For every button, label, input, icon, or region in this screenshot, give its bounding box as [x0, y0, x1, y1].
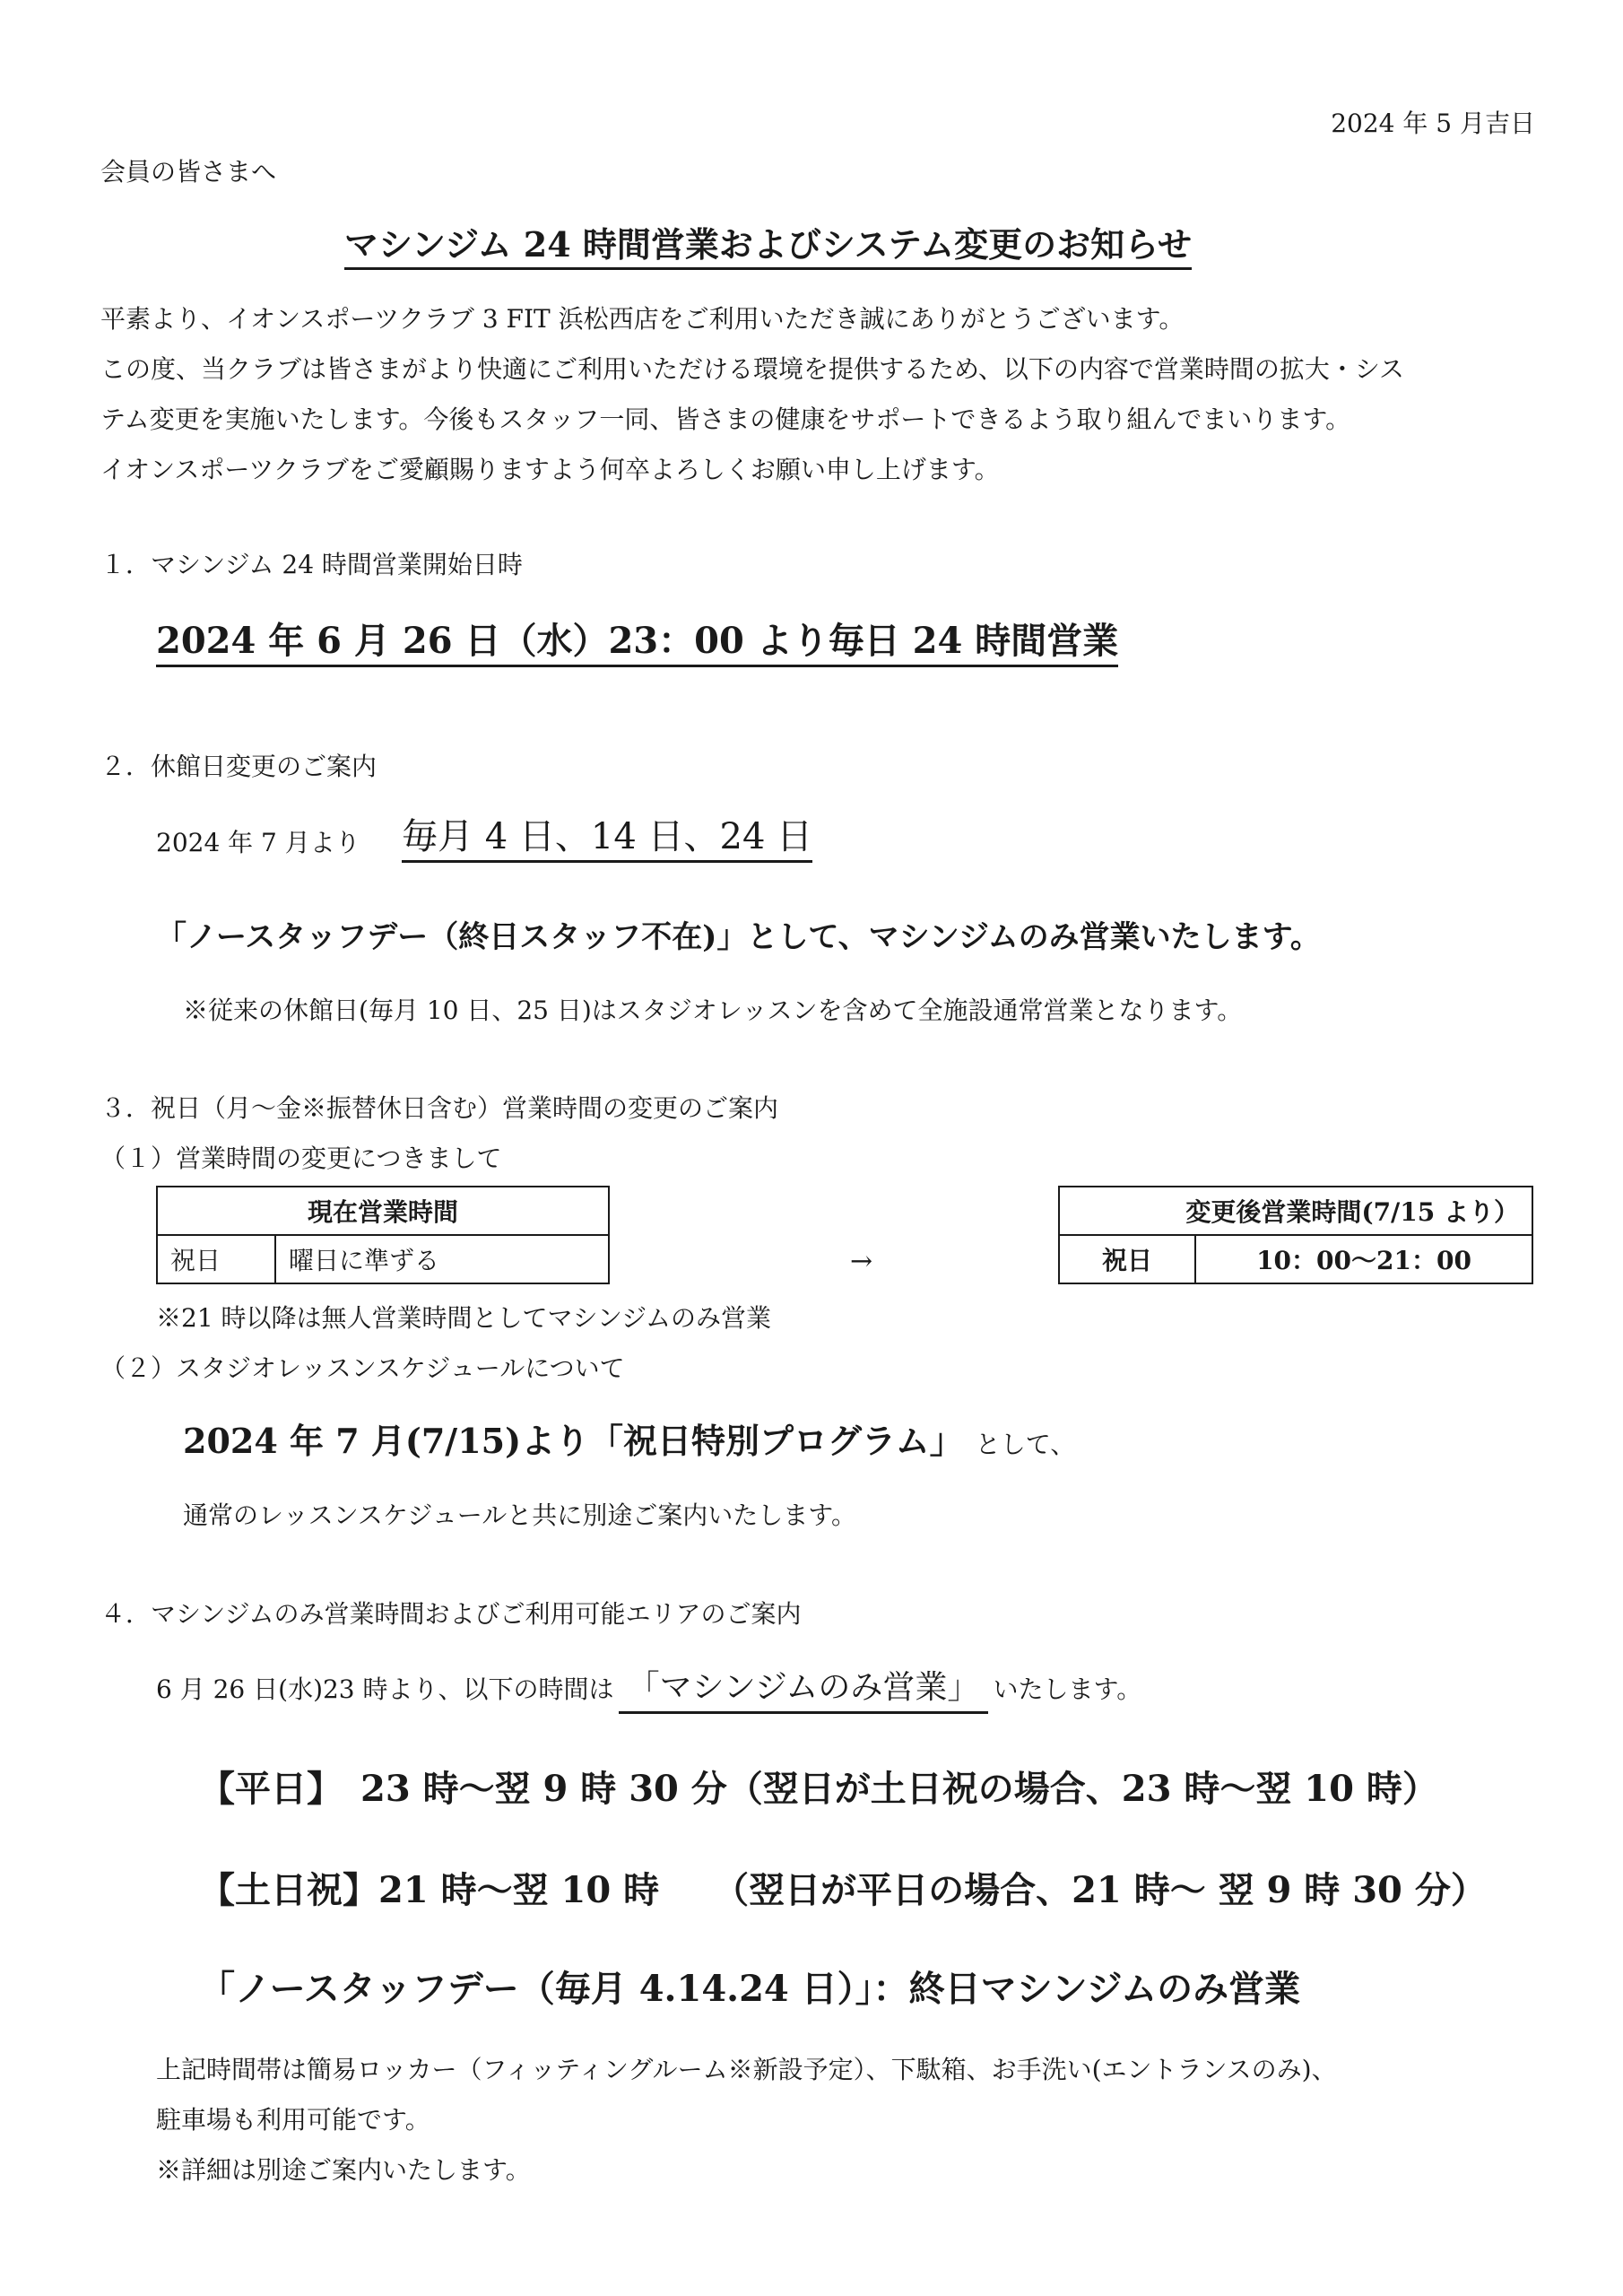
section4-heading: ４．マシンジムのみ営業時間およびご利用可能エリアのご案内: [100, 1599, 802, 1629]
section4-intro: [156, 1669, 1142, 1706]
section2-no-staff-day: 「ノースタッフデー（終日スタッフ不在)」として、マシンジムのみ営業いたします。: [156, 919, 1321, 955]
section2-days: 毎月 4 日、14 日、24 日: [402, 819, 812, 863]
section2-heading: ２．休館日変更のご案内: [100, 752, 378, 781]
weekday-hours: 【平日】 23 時～翌 9 時 30 分（翌日が土日祝の場合、23 時～翌 10 時）: [199, 1768, 1438, 1810]
recipient: 会員の皆さまへ: [100, 157, 277, 187]
facilities-line-2: 駐車場も利用可能です。: [156, 2105, 430, 2135]
section4-intro-prefix: 6 月 26 日(水)23 時より、以下の時間は: [156, 1674, 614, 1704]
details-note: ※詳細は別途ご案内いたします。: [156, 2155, 531, 2185]
program-main: 2024 年 7 月(7/15)より「祝日特別プログラム」: [183, 1421, 964, 1461]
current-hours-table: [156, 1186, 610, 1284]
new-hours-table: [1058, 1186, 1533, 1284]
program-line-2: 通常のレッスンスケジュールと共に別途ご案内いたします。: [183, 1500, 856, 1530]
intro-line-2: この度、当クラブは皆さまがより快適にご利用いただける環境を提供するため、以下の内容で営業時間の拡大・シス: [100, 354, 1405, 384]
section4-intro-suffix: いたします。: [993, 1674, 1142, 1704]
current-hours-row-label: 祝日: [157, 1235, 275, 1283]
current-hours-header: 現在営業時間: [157, 1187, 609, 1235]
document-title: マシンジム 24 時間営業およびシステム変更のお知らせ: [344, 228, 1192, 270]
new-hours-row-value: 10：00～21：00: [1195, 1235, 1532, 1283]
no-staff-day-hours: 「ノースタッフデー（毎月 4.14.24 日）」：終日マシンジムのみ営業: [199, 1968, 1301, 2010]
new-hours-header: 変更後営業時間(7/15 より）: [1059, 1187, 1532, 1235]
weekend-hours: 【土日祝】21 時～翌 10 時 （翌日が平日の場合、21 時～ 翌 9 時 30 分）: [199, 1869, 1487, 1911]
new-hours-row-label: 祝日: [1059, 1235, 1195, 1283]
facilities-line-1: 上記時間帯は簡易ロッカー（フィッティングルーム※新設予定）、下駄箱、お手洗い(エントランスのみ)、: [156, 2055, 1337, 2084]
section4-intro-highlight: 「マシンジムのみ営業」: [619, 1669, 989, 1714]
program-line: [183, 1421, 1076, 1461]
section2-note: ※従来の休館日(毎月 10 日、25 日)はスタジオレッスンを含めて全施設通常営業となります。: [183, 996, 1243, 1025]
intro-line-4: イオンスポーツクラブをご愛顧賜りますよう何卒よろしくお願い申し上げます。: [100, 455, 1000, 484]
arrow-icon: →: [850, 1246, 873, 1277]
intro-line-3: テム変更を実施いたします。今後もスタッフ一同、皆さまの健康をサポートできるよう取り組んでまいります。: [100, 404, 1351, 434]
section3-note: ※21 時以降は無人営業時間としてマシンジムのみ営業: [156, 1303, 772, 1333]
program-suffix: として、: [975, 1430, 1076, 1459]
section3-sub1: （１）営業時間の変更につきまして: [100, 1144, 502, 1173]
section1-highlight: 2024 年 6 月 26 日（水）23：00 より毎日 24 時間営業: [156, 623, 1118, 667]
intro-line-1: 平素より、イオンスポーツクラブ 3 FIT 浜松西店をご利用いただき誠にありがとうございます。: [100, 304, 1185, 334]
section3-sub2: （２）スタジオレッスンスケジュールについて: [100, 1353, 625, 1383]
section2-from-label: 2024 年 7 月より: [156, 828, 360, 857]
document-date: 2024 年 5 月吉日: [1331, 109, 1535, 138]
section1-heading: １．マシンジム 24 時間営業開始日時: [100, 550, 523, 579]
current-hours-row-value: 曜日に準ずる: [275, 1235, 609, 1283]
section3-heading: ３．祝日（月～金※振替休日含む）営業時間の変更のご案内: [100, 1093, 779, 1123]
